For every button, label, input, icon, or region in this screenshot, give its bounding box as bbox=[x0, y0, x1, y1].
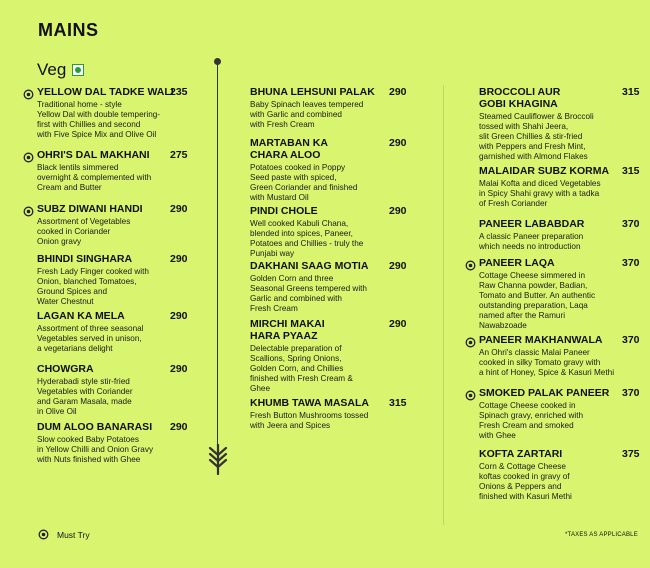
dish-price: 290 bbox=[389, 205, 407, 217]
must-try-icon bbox=[23, 87, 34, 98]
description-line: with Ghee bbox=[479, 431, 516, 440]
dish-name: MALAIDAR SUBZ KORMA bbox=[479, 165, 610, 177]
dish-description bbox=[37, 435, 153, 465]
description-line: with Peppers and Fresh Mint, bbox=[479, 142, 586, 151]
description-line: Scallions, Spring Onions, bbox=[250, 354, 342, 363]
description-line: blended into spices, Paneer, bbox=[250, 229, 353, 238]
dish-price: 315 bbox=[389, 397, 407, 409]
description-line: Potatoes and Chillies - truly the bbox=[250, 239, 364, 248]
dish-price: 315 bbox=[622, 86, 640, 98]
dish-name: PINDI CHOLE bbox=[250, 205, 318, 217]
dish-price: 290 bbox=[170, 363, 188, 375]
dish-description bbox=[37, 163, 151, 193]
description-line: Green Coriander and finished bbox=[250, 183, 358, 192]
description-line: Delectable preparation of bbox=[250, 344, 342, 353]
description-line: Potatoes cooked in Poppy bbox=[250, 163, 346, 172]
description-line: Yellow Dal with double tempering- bbox=[37, 110, 161, 119]
dish-price: 235 bbox=[170, 86, 188, 98]
must-try-icon bbox=[23, 150, 34, 161]
menu-item bbox=[37, 421, 188, 465]
veg-symbol-icon bbox=[72, 64, 84, 76]
menu-item bbox=[37, 253, 188, 307]
description-line: of Fresh Coriander bbox=[479, 199, 548, 208]
description-line: and Garam Masala, made bbox=[37, 397, 132, 406]
description-line: with Nuts finished with Ghee bbox=[37, 455, 141, 464]
description-line: Raw Channa powder, Badian, bbox=[479, 281, 588, 290]
menu-item bbox=[479, 334, 640, 378]
description-line: a hint of Honey, Spice & Kasuri Methi bbox=[479, 368, 615, 377]
description-line: Assortment of three seasonal bbox=[37, 324, 144, 333]
menu-item bbox=[479, 387, 640, 441]
description-line: Cottage Cheese cooked in bbox=[479, 401, 576, 410]
section-veg bbox=[37, 60, 84, 80]
description-line: Slow cooked Baby Potatoes bbox=[37, 435, 139, 444]
description-line: in Yellow Chilli and Onion Gravy bbox=[37, 445, 154, 454]
description-line: Nawabzoade bbox=[479, 321, 527, 330]
description-line: Black lentils simmered bbox=[37, 163, 119, 172]
description-line: cooked in silky Tomato gravy with bbox=[479, 358, 601, 367]
dish-price: 290 bbox=[170, 253, 188, 265]
dish-description bbox=[479, 348, 614, 378]
menu-item bbox=[37, 149, 188, 193]
description-line: a vegetarians delight bbox=[37, 344, 113, 353]
description-line: Vegetables served in unison, bbox=[37, 334, 142, 343]
must-try-legend bbox=[38, 529, 90, 540]
description-line: in Olive Oil bbox=[37, 407, 77, 416]
description-line: Spinach gravy, enriched with bbox=[479, 411, 584, 420]
arrow-tail-icon bbox=[207, 444, 229, 476]
description-line: Vegetables with Coriander bbox=[37, 387, 133, 396]
description-line: with Five Spice Mix and Olive Oil bbox=[37, 130, 157, 139]
menu-item bbox=[250, 205, 407, 259]
menu-item bbox=[250, 86, 407, 130]
menu-item bbox=[250, 318, 407, 394]
description-line: outstanding preparation, Laqa bbox=[479, 301, 588, 310]
dish-name: PANEER MAKHANWALA bbox=[479, 334, 603, 346]
dish-name: KHUMB TAWA MASALA bbox=[250, 397, 369, 409]
dish-description bbox=[479, 271, 595, 331]
description-line: finished with Fresh Cream & bbox=[250, 374, 353, 383]
dish-name: LAGAN KA MELA bbox=[37, 310, 125, 322]
dish-name: CHOWGRA bbox=[37, 363, 94, 375]
description-line: Hyderabadi style stir-fried bbox=[37, 377, 130, 386]
must-try-icon bbox=[465, 258, 476, 269]
description-line: finished with Kasuri Methi bbox=[479, 492, 572, 501]
description-line: Fresh Cream and smoked bbox=[479, 421, 574, 430]
dish-name: BROCCOLI AUR GOBI KHAGINA bbox=[479, 86, 561, 110]
taxes-note: *TAXES AS APPLICABLE bbox=[565, 532, 638, 538]
dish-description bbox=[37, 377, 133, 417]
must-try-icon bbox=[23, 204, 34, 215]
description-line: Malai Kofta and diced Vegetables bbox=[479, 179, 601, 188]
description-line: Golden Corn and three bbox=[250, 274, 334, 283]
description-line: named after the Ramuri bbox=[479, 311, 566, 320]
description-line: Water Chestnut bbox=[37, 297, 94, 306]
menu-item bbox=[37, 86, 188, 140]
description-line: Seasonal Greens tempered with bbox=[250, 284, 367, 293]
dish-description bbox=[479, 232, 584, 252]
menu-item bbox=[479, 86, 640, 162]
description-line: cooked in Coriander bbox=[37, 227, 111, 236]
description-line: tossed with Shahi Jeera, bbox=[479, 122, 569, 131]
description-line: Punjabi way bbox=[250, 249, 295, 258]
description-line: Steamed Cauliflower & Broccoli bbox=[479, 112, 594, 121]
menu-item bbox=[37, 363, 188, 417]
menu-item bbox=[250, 260, 407, 314]
dish-price: 315 bbox=[622, 165, 640, 177]
must-try-icon bbox=[38, 529, 49, 540]
description-line: Corn & Cottage Cheese bbox=[479, 462, 566, 471]
description-line: Seed paste with spiced, bbox=[250, 173, 337, 182]
menu-item bbox=[479, 257, 640, 331]
dish-price: 290 bbox=[389, 260, 407, 272]
description-line: slit Green Chillies & stir-fried bbox=[479, 132, 583, 141]
description-line: A classic Paneer preparation bbox=[479, 232, 584, 241]
description-line: Golden Corn, and Chillies bbox=[250, 364, 344, 373]
description-line: with Garlic and combined bbox=[250, 110, 342, 119]
dish-description bbox=[37, 324, 144, 354]
description-line: Ghee bbox=[250, 384, 271, 393]
menu-item bbox=[479, 165, 640, 209]
dish-name: OHRI'S DAL MAKHANI bbox=[37, 149, 150, 161]
dish-price: 370 bbox=[622, 334, 640, 346]
dish-price: 290 bbox=[389, 86, 407, 98]
menu-item bbox=[250, 137, 407, 203]
dish-description bbox=[250, 163, 357, 203]
description-line: Cottage Cheese simmered in bbox=[479, 271, 586, 280]
page-title: MAINS bbox=[38, 20, 99, 40]
dish-name: SUBZ DIWANI HANDI bbox=[37, 203, 143, 215]
dish-description bbox=[250, 100, 375, 130]
description-line: with Jeera and Spices bbox=[250, 421, 331, 430]
description-line: in Spicy Shahi gravy with a tadka bbox=[479, 189, 600, 198]
description-line: Well cooked Kabuli Chana, bbox=[250, 219, 349, 228]
description-line: Garlic and combined with bbox=[250, 294, 342, 303]
dish-description bbox=[479, 112, 594, 162]
dish-price: 370 bbox=[622, 387, 640, 399]
dish-price: 290 bbox=[170, 310, 188, 322]
dish-price: 290 bbox=[170, 203, 188, 215]
menu-item bbox=[479, 448, 640, 502]
description-line: garnished with Almond Flakes bbox=[479, 152, 588, 161]
description-line: An Ohri's classic Malai Paneer bbox=[479, 348, 590, 357]
menu-item bbox=[37, 310, 188, 354]
must-try-icon bbox=[465, 335, 476, 346]
dish-name: DUM ALOO BANARASI bbox=[37, 421, 153, 433]
dish-name: BHINDI SINGHARA bbox=[37, 253, 133, 265]
menu-item bbox=[479, 218, 640, 252]
menu-item bbox=[250, 397, 407, 431]
dish-name: DAKHANI SAAG MOTIA bbox=[250, 260, 369, 272]
description-line: koftas cooked in gravy of bbox=[479, 472, 570, 481]
dish-description bbox=[37, 267, 149, 307]
description-line: Cream and Butter bbox=[37, 183, 102, 192]
dish-name: SMOKED PALAK PANEER bbox=[479, 387, 610, 399]
dish-name: KOFTA ZARTARI bbox=[479, 448, 563, 460]
dish-price: 275 bbox=[170, 149, 188, 161]
dish-description bbox=[479, 462, 572, 502]
description-line: which needs no introduction bbox=[479, 242, 581, 251]
description-line: Assortment of Vegetables bbox=[37, 217, 131, 226]
dish-description bbox=[479, 401, 609, 441]
column-divider bbox=[443, 85, 444, 525]
description-line: Ground Spices and bbox=[37, 287, 108, 296]
description-line: Fresh Button Mushrooms tossed bbox=[250, 411, 369, 420]
dish-name: MARTABAN KA CHARA ALOO bbox=[250, 137, 328, 161]
dish-description bbox=[479, 179, 609, 209]
description-line: overnight & complemented with bbox=[37, 173, 152, 182]
must-try-icon bbox=[465, 388, 476, 399]
description-line: Onion, blanched Tomatoes, bbox=[37, 277, 137, 286]
dish-price: 375 bbox=[622, 448, 640, 460]
description-line: Traditional home - style bbox=[37, 100, 122, 109]
dish-description bbox=[37, 217, 143, 247]
description-line: Onions & Peppers and bbox=[479, 482, 562, 491]
dish-name: PANEER LABABDAR bbox=[479, 218, 585, 230]
description-line: with Fresh Cream bbox=[250, 120, 315, 129]
dish-description bbox=[250, 274, 368, 314]
dish-price: 370 bbox=[622, 257, 640, 269]
menu-item bbox=[37, 203, 188, 247]
dish-name: PANEER LAQA bbox=[479, 257, 555, 269]
dish-description bbox=[250, 411, 369, 431]
dish-name: YELLOW DAL TADKE WALI bbox=[37, 86, 174, 98]
section-label: Veg bbox=[37, 60, 67, 79]
dish-name: MIRCHI MAKAI HARA PYAAZ bbox=[250, 318, 325, 342]
must-try-label: Must Try bbox=[57, 529, 90, 540]
description-line: Tomato and Butter. An authentic bbox=[479, 291, 596, 300]
dish-price: 370 bbox=[622, 218, 640, 230]
description-line: Fresh Cream bbox=[250, 304, 298, 313]
description-line: Onion gravy bbox=[37, 237, 82, 246]
description-line: Baby Spinach leaves tempered bbox=[250, 100, 364, 109]
dish-description bbox=[250, 219, 363, 259]
description-line: first with Chillies and second bbox=[37, 120, 141, 129]
dish-price: 290 bbox=[389, 318, 407, 330]
dish-price: 290 bbox=[389, 137, 407, 149]
description-line: with Mustard Oil bbox=[250, 193, 309, 202]
dish-price: 290 bbox=[170, 421, 188, 433]
dish-description bbox=[37, 100, 174, 140]
description-line: Fresh Lady Finger cooked with bbox=[37, 267, 149, 276]
center-divider-line bbox=[217, 62, 218, 452]
dish-description bbox=[250, 344, 353, 394]
dish-name: BHUNA LEHSUNI PALAK bbox=[250, 86, 375, 98]
